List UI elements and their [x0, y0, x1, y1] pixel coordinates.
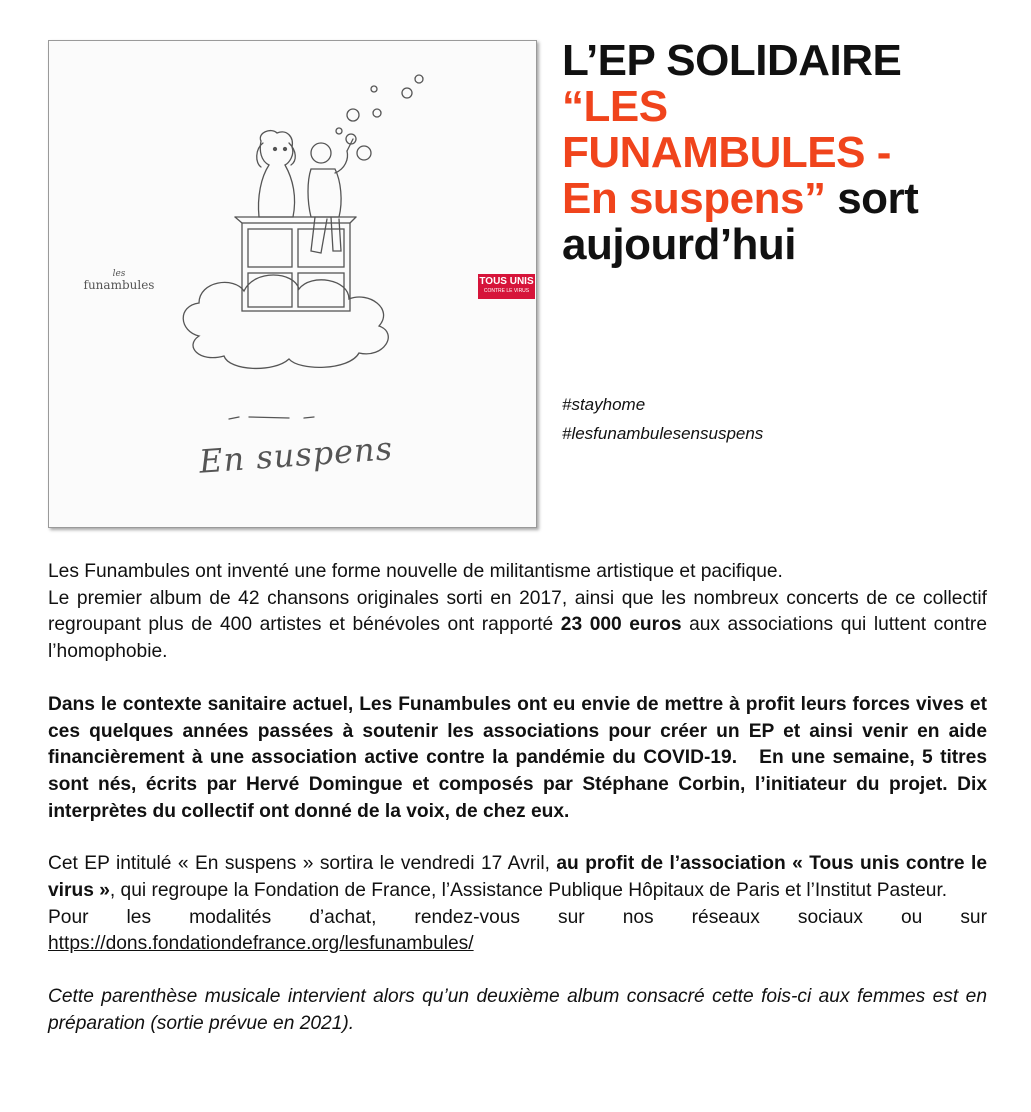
paragraph-3-purchase: [48, 905, 987, 958]
badge-line2: CONTRE LE VIRUS: [483, 288, 530, 294]
tous-unis-badge: [478, 274, 535, 299]
paragraph-1: [48, 586, 987, 666]
p1-text-b: aux associations qui luttent contre l’homophobie.: [48, 614, 987, 663]
p3-text-b: , qui regroupe la Fondation de France, l’Assistance Publique Hôpitaux de Paris et l’Institut Pasteur.: [109, 880, 948, 902]
hashtag-lesfunambules: #lesfunambulesensuspens: [562, 424, 764, 443]
p1-amount: 23 000 euros: [560, 614, 682, 636]
p3-bold: au profit de l’association « Tous unis contre le virus »: [48, 853, 987, 902]
album-cover: [48, 40, 537, 528]
paragraph-1-intro: Les Funambules ont inventé une forme nouvelle de militantisme artistique et pacifique.: [48, 561, 783, 582]
p3-text-c: Pour les modalités d’achat, rendez-vous sur nos réseaux sociaux ou sur: [48, 906, 987, 928]
article-body: [48, 559, 993, 1038]
hashtags: [562, 390, 763, 448]
logo-big-text: funambules: [83, 278, 155, 292]
paragraph-2: Dans le contexte sanitaire actuel, Les Funambules ont eu envie de mettre à profit leurs forces vives et ces quelques années passées à soutenir les associations pour créer un EP et ainsi venir en aide financièrement à une association active contre la pandémie du COVID-19. En une semaine, 5 titres sont nés, écrits par Hervé Domingue et composés par Stéphane Corbin, l’initiateur du projet. Dix interprètes du collectif ont donné de la voix, de chez eux.: [48, 693, 993, 822]
paragraph-4: Cette parenthèse musicale intervient alors qu’un deuxième album consacré cette fois-ci aux femmes est en préparation (sortie prévue en 2021).: [48, 986, 987, 1034]
p1-text-a: Le premier album de 42 chansons originales sorti en 2017, ainsi que les nombreux concerts de ce collectif regroupant plus de 400 artistes et bénévoles ont rapporté: [48, 587, 987, 636]
funambules-logo: [79, 269, 159, 292]
donation-link[interactable]: https://dons.fondationdefrance.org/lesfunambules/: [48, 933, 474, 955]
headline-line5: aujourd’hui: [562, 220, 797, 269]
headline-line2: “LES: [562, 82, 668, 131]
headline-line4-black: sort: [825, 174, 919, 223]
cover-handwritten-title: En suspens: [197, 429, 395, 481]
hashtag-stayhome: #stayhome: [562, 395, 646, 414]
headline: [562, 38, 1002, 268]
headline-line4-red: En suspens”: [562, 174, 826, 223]
headline-line3: FUNAMBULES -: [562, 128, 891, 177]
headline-line1: L’EP SOLIDAIRE: [562, 36, 902, 85]
p3-text-a: Cet EP intitulé « En suspens » sortira le vendredi 17 Avril,: [48, 853, 557, 875]
headline-line4: [562, 176, 1002, 222]
logo-small-text: les: [112, 269, 126, 279]
badge-line1: TOUS UNIS: [479, 276, 534, 287]
paragraph-3: [48, 851, 987, 904]
